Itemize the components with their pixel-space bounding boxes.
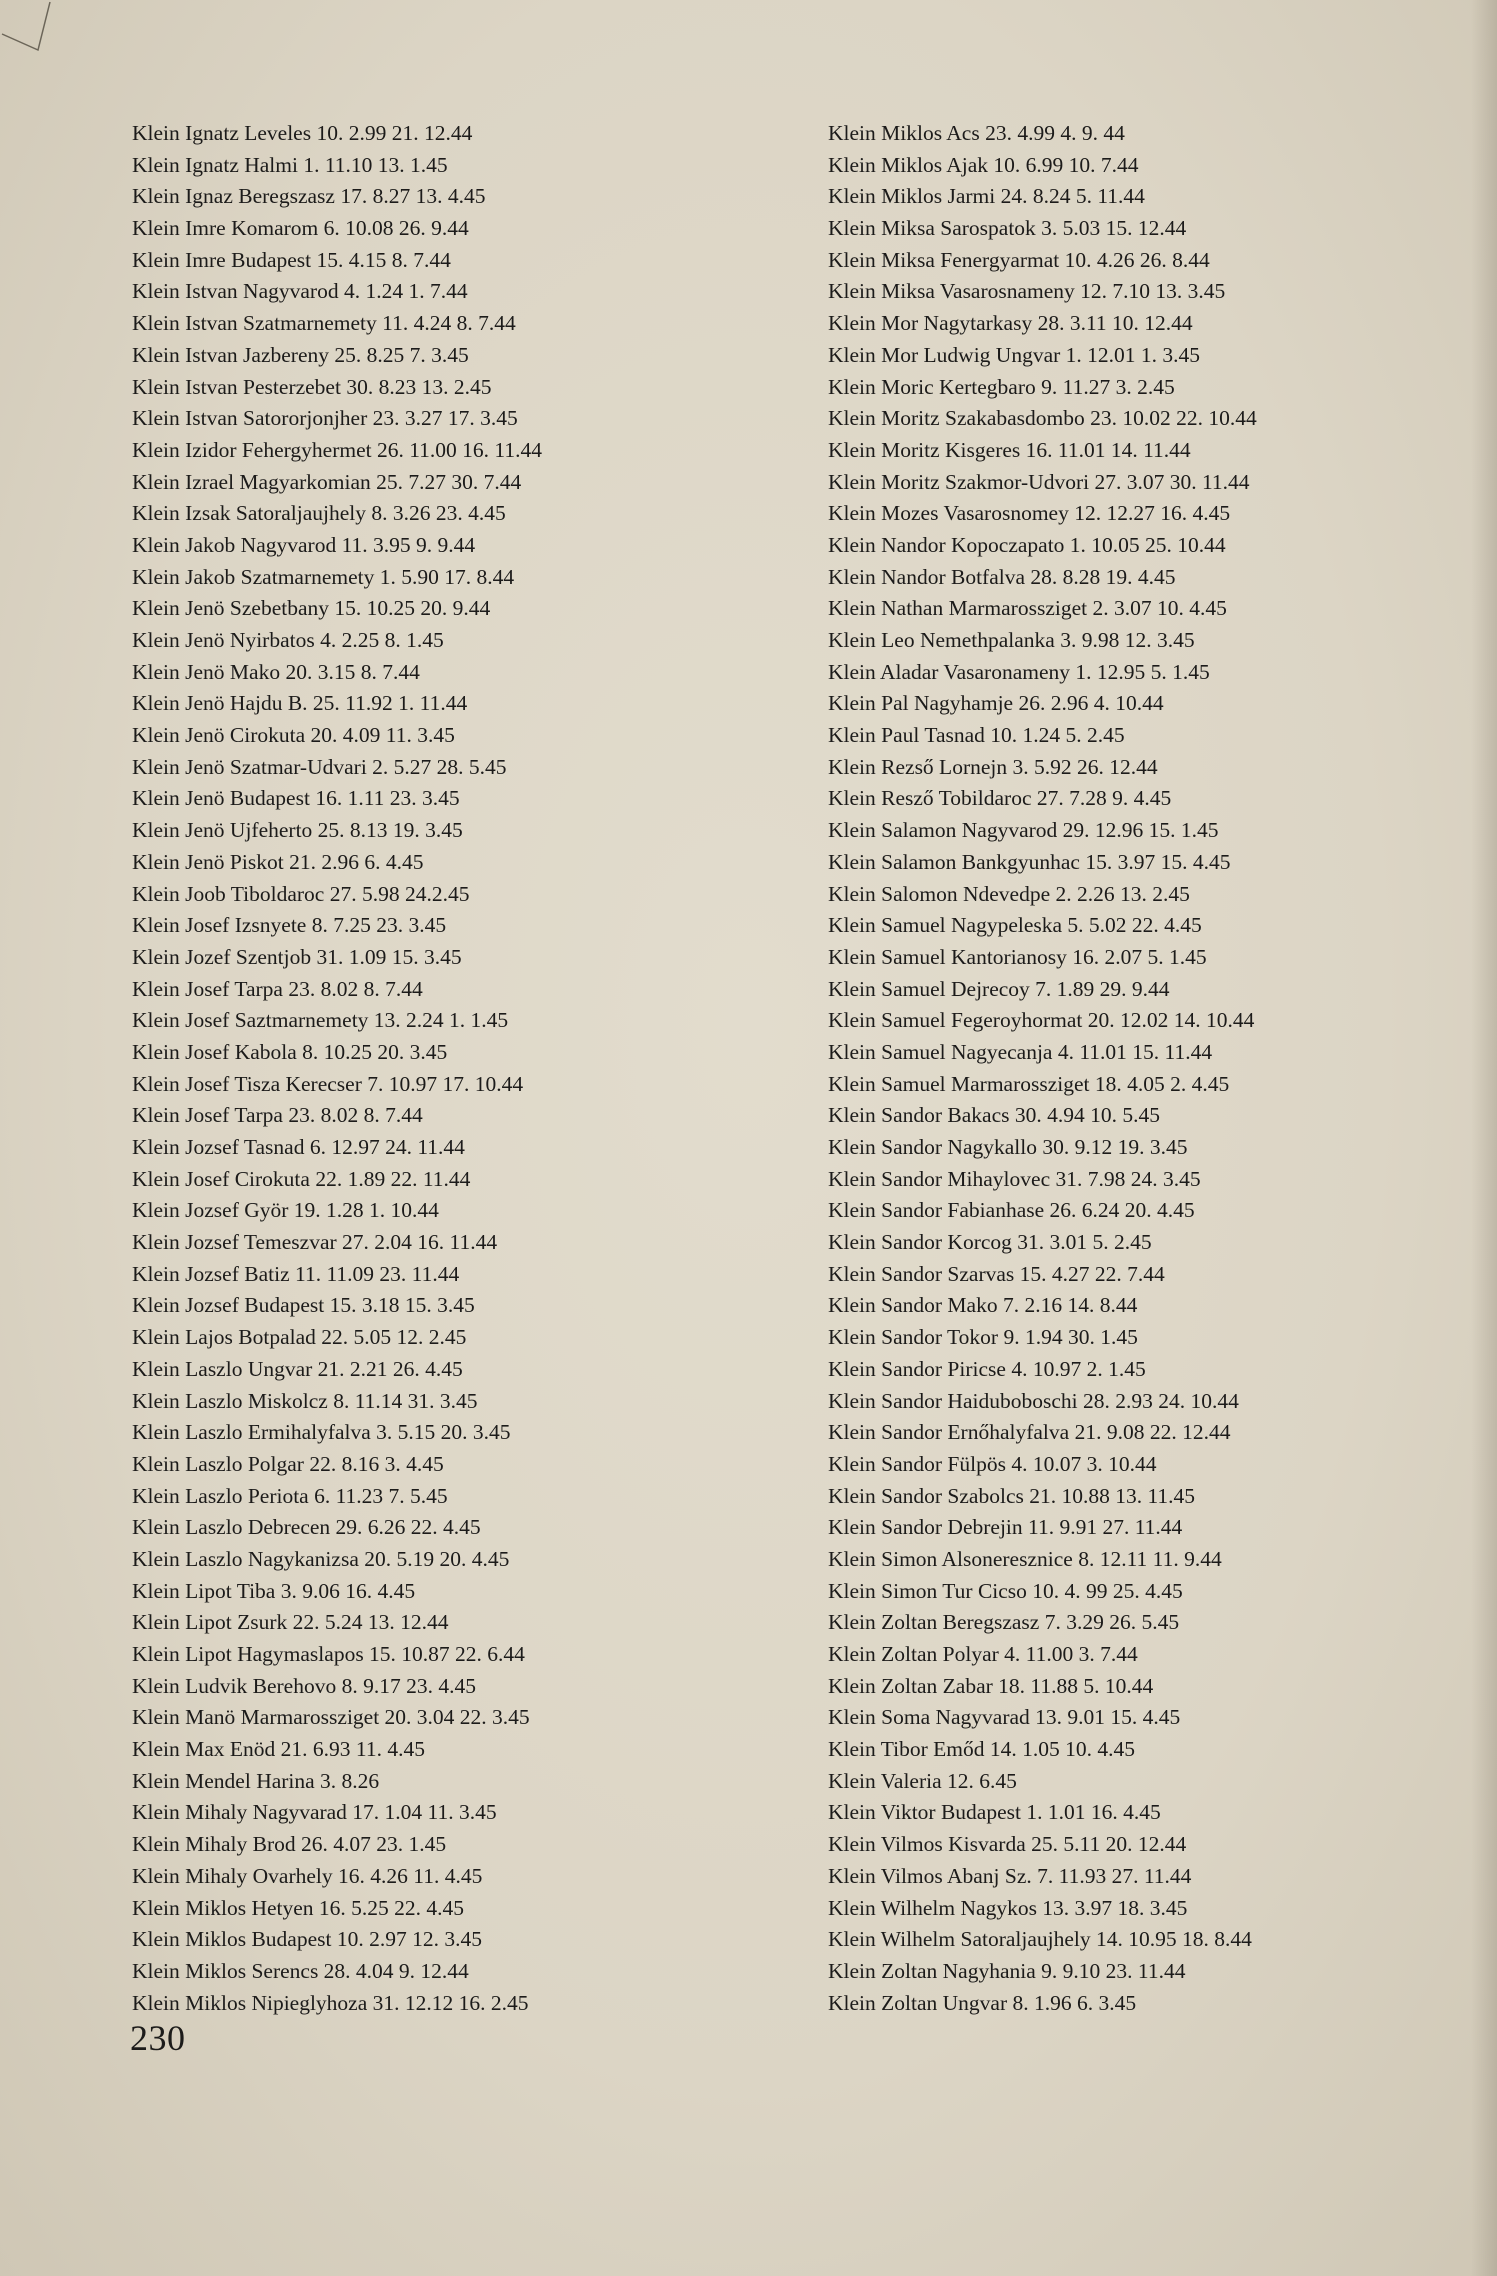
list-item: Klein Josef Tarpa 23. 8.02 8. 7.44 [132,976,423,1001]
list-item: Klein Josef Tisza Kerecser 7. 10.97 17. 10.44 [132,1071,524,1096]
list-item: Klein Ludvik Berehovo 8. 9.17 23. 4.45 [132,1673,476,1698]
list-item: Klein Istvan Jazbereny 25. 8.25 7. 3.45 [132,342,469,367]
list-item: Klein Jozsef Temeszvar 27. 2.04 16. 11.44 [132,1230,498,1255]
list-item: Klein Sandor Szarvas 15. 4.27 22. 7.44 [828,1261,1165,1286]
list-item: Klein Pal Nagyhamje 26. 2.96 4. 10.44 [828,691,1164,716]
list-item: Klein Leo Nemethpalanka 3. 9.98 12. 3.45 [828,628,1195,652]
list-item: Klein Jakob Nagyvarod 11. 3.95 9. 9.44 [132,532,476,557]
list-item: Klein Izsak Satoraljaujhely 8. 3.26 23. 4.45 [132,501,506,526]
list-item: Klein Josef Saztmarnemety 13. 2.24 1. 1.45 [132,1008,509,1033]
list-item: Klein Sandor Haiduboboschi 28. 2.93 24. 10.44 [828,1388,1239,1413]
list-item: Klein Laszlo Periota 6. 11.23 7. 5.45 [132,1483,448,1508]
list-item: Klein Mor Nagytarkasy 28. 3.11 10. 12.44 [828,311,1193,336]
list-item: Klein Nathan Marmarossziget 2. 3.07 10. 4.45 [828,596,1227,621]
list-item: Klein Paul Tasnad 10. 1.24 5. 2.45 [828,723,1125,748]
list-item: Klein Moritz Szakabasdombo 23. 10.02 22. 10.44 [828,406,1257,431]
list-item: Klein Sandor Korcog 31. 3.01 5. 2.45 [828,1230,1152,1255]
list-item: Klein Laszlo Miskolcz 8. 11.14 31. 3.45 [132,1388,478,1413]
list-item: Klein Miksa Fenergyarmat 10. 4.26 26. 8.44 [828,247,1210,272]
list-item: Klein Aladar Vasaronameny 1. 12.95 5. 1.45 [828,659,1210,684]
list-item: Klein Nandor Kopoczapato 1. 10.05 25. 10.44 [828,532,1226,557]
list-item: Klein Jenö Nyirbatos 4. 2.25 8. 1.45 [132,628,444,652]
list-item: Klein Laszlo Polgar 22. 8.16 3. 4.45 [132,1451,444,1476]
list-item: Klein Mihaly Brod 26. 4.07 23. 1.45 [132,1832,447,1857]
list-item: Klein Jenö Ujfeherto 25. 8.13 19. 3.45 [132,818,463,843]
list-item: Klein Laszlo Ungvar 21. 2.21 26. 4.45 [132,1356,463,1381]
list-item: Klein Miksa Sarospatok 3. 5.03 15. 12.44 [828,216,1187,241]
list-item: Klein Laszlo Nagykanizsa 20. 5.19 20. 4.45 [132,1546,510,1571]
list-item: Klein Miklos Jarmi 24. 8.24 5. 11.44 [828,184,1145,209]
list-item: Klein Wilhelm Nagykos 13. 3.97 18. 3.45 [828,1895,1188,1920]
list-item: Klein Samuel Dejrecoy 7. 1.89 29. 9.44 [828,976,1170,1001]
list-item: Klein Mihaly Nagyvarad 17. 1.04 11. 3.45 [132,1800,497,1825]
list-item: Klein Josef Cirokuta 22. 1.89 22. 11.44 [132,1166,471,1191]
list-item: Klein Samuel Nagypeleska 5. 5.02 22. 4.45 [828,913,1202,938]
list-item: Klein Sandor Piricse 4. 10.97 2. 1.45 [828,1356,1146,1381]
list-item: Klein Istvan Pesterzebet 30. 8.23 13. 2.45 [132,374,492,399]
left-column [132,118,692,2019]
list-item: Klein Miklos Acs 23. 4.99 4. 9. 44 [828,121,1125,145]
list-item: Klein Mihaly Ovarhely 16. 4.26 11. 4.45 [132,1863,483,1888]
list-item: Klein Sandor Fabianhase 26. 6.24 20. 4.45 [828,1198,1195,1223]
list-item: Klein Izidor Fehergyhermet 26. 11.00 16. 11.44 [132,437,543,462]
list-item: Klein Miklos Nipieglyhoza 31. 12.12 16. 2.45 [132,1990,529,2015]
list-item: Klein Salomon Ndevedpe 2. 2.26 13. 2.45 [828,881,1190,906]
page-edge-shadow [1471,0,1497,2276]
list-item: Klein Soma Nagyvarad 13. 9.01 15. 4.45 [828,1705,1181,1730]
list-item: Klein Josef Kabola 8. 10.25 20. 3.45 [132,1039,448,1064]
list-item: Klein Miklos Hetyen 16. 5.25 22. 4.45 [132,1895,465,1920]
list-item: Klein Zoltan Ungvar 8. 1.96 6. 3.45 [828,1990,1137,2015]
list-item: Klein Laszlo Debrecen 29. 6.26 22. 4.45 [132,1515,481,1540]
list-item: Klein Lipot Zsurk 22. 5.24 13. 12.44 [132,1610,449,1635]
list-item: Klein Sandor Ernőhalyfalva 21. 9.08 22. 12.44 [828,1420,1231,1445]
list-item: Klein Salamon Nagyvarod 29. 12.96 15. 1.45 [828,818,1219,843]
list-item: Klein Zoltan Nagyhania 9. 9.10 23. 11.44 [828,1958,1186,1983]
list-item: Klein Manö Marmarossziget 20. 3.04 22. 3.45 [132,1705,530,1730]
list-item: Klein Simon Tur Cicso 10. 4. 99 25. 4.45 [828,1578,1183,1603]
list-item: Klein Istvan Satororjonjher 23. 3.27 17. 3.45 [132,406,518,431]
list-item: Klein Jozsef Tasnad 6. 12.97 24. 11.44 [132,1135,465,1159]
list-item: Klein Jenö Szebetbany 15. 10.25 20. 9.44 [132,596,491,621]
list-item: Klein Zoltan Zabar 18. 11.88 5. 10.44 [828,1673,1154,1698]
list-item: Klein Moritz Szakmor-Udvori 27. 3.07 30. 11.44 [828,469,1250,494]
right-column [828,118,1448,2019]
list-item: Klein Samuel Marmarossziget 18. 4.05 2. 4.45 [828,1071,1230,1096]
list-item: Klein Lajos Botpalad 22. 5.05 12. 2.45 [132,1325,467,1350]
list-item: Klein Jenö Hajdu B. 25. 11.92 1. 11.44 [132,691,468,716]
list-item: Klein Sandor Bakacs 30. 4.94 10. 5.45 [828,1103,1161,1128]
list-item: Klein Istvan Szatmarnemety 11. 4.24 8. 7.44 [132,311,516,336]
list-item: Klein Sandor Mako 7. 2.16 14. 8.44 [828,1293,1138,1318]
list-item: Klein Izrael Magyarkomian 25. 7.27 30. 7.44 [132,469,522,494]
list-item: Klein Sandor Szabolcs 21. 10.88 13. 11.45 [828,1483,1196,1508]
list-item: Klein Miklos Budapest 10. 2.97 12. 3.45 [132,1927,482,1952]
list-item: Klein Jenö Budapest 16. 1.11 23. 3.45 [132,786,460,811]
list-item: Klein Imre Komarom 6. 10.08 26. 9.44 [132,216,469,241]
list-item: Klein Samuel Fegeroyhormat 20. 12.02 14. 10.44 [828,1008,1255,1033]
list-item: Klein Samuel Kantorianosy 16. 2.07 5. 1.45 [828,944,1207,969]
list-item: Klein Ignatz Leveles 10. 2.99 21. 12.44 [132,121,473,145]
list-item: Klein Max Enöd 21. 6.93 11. 4.45 [132,1737,426,1762]
list-item: Klein Jakob Szatmarnemety 1. 5.90 17. 8.44 [132,564,515,589]
list-item: Klein Laszlo Ermihalyfalva 3. 5.15 20. 3.45 [132,1420,511,1445]
pencil-mark-icon [0,0,70,70]
list-item: Klein Wilhelm Satoraljaujhely 14. 10.95 18. 8.44 [828,1927,1252,1952]
page-number: 230 [130,2018,186,2058]
list-item: Klein Ignatz Halmi 1. 11.10 13. 1.45 [132,152,448,177]
list-item: Klein Mozes Vasarosnomey 12. 12.27 16. 4.45 [828,501,1231,526]
list-item: Klein Sandor Mihaylovec 31. 7.98 24. 3.45 [828,1166,1201,1191]
list-item: Klein Jenö Piskot 21. 2.96 6. 4.45 [132,849,424,874]
list-item: Klein Josef Tarpa 23. 8.02 8. 7.44 [132,1103,423,1128]
list-item: Klein Sandor Tokor 9. 1.94 30. 1.45 [828,1325,1138,1350]
list-item: Klein Lipot Tiba 3. 9.06 16. 4.45 [132,1578,416,1603]
list-item: Klein Miksa Vasarosnameny 12. 7.10 13. 3.45 [828,279,1226,304]
list-item: Klein Jozsef Budapest 15. 3.18 15. 3.45 [132,1293,475,1318]
list-item: Klein Jozsef Batiz 11. 11.09 23. 11.44 [132,1261,460,1286]
list-item: Klein Ignaz Beregszasz 17. 8.27 13. 4.45 [132,184,486,209]
list-item: Klein Moritz Kisgeres 16. 11.01 14. 11.44 [828,437,1191,462]
list-item: Klein Viktor Budapest 1. 1.01 16. 4.45 [828,1800,1161,1825]
list-item: Klein Imre Budapest 15. 4.15 8. 7.44 [132,247,451,272]
list-item: Klein Jenö Cirokuta 20. 4.09 11. 3.45 [132,723,455,748]
list-item: Klein Zoltan Polyar 4. 11.00 3. 7.44 [828,1642,1138,1666]
list-item: Klein Jenö Szatmar-Udvari 2. 5.27 28. 5.45 [132,754,507,779]
list-item: Klein Sandor Debrejin 11. 9.91 27. 11.44 [828,1515,1183,1540]
list-item: Klein Vilmos Kisvarda 25. 5.11 20. 12.44 [828,1832,1187,1857]
list-item: Klein Mendel Harina 3. 8.26 [132,1768,380,1793]
list-item: Klein Sandor Nagykallo 30. 9.12 19. 3.45 [828,1135,1188,1159]
list-item: Klein Nandor Botfalva 28. 8.28 19. 4.45 [828,564,1176,589]
list-item: Klein Jozef Szentjob 31. 1.09 15. 3.45 [132,944,462,969]
list-item: Klein Vilmos Abanj Sz. 7. 11.93 27. 11.44 [828,1863,1192,1888]
list-item: Klein Salamon Bankgyunhac 15. 3.97 15. 4.45 [828,849,1231,874]
list-item: Klein Mor Ludwig Ungvar 1. 12.01 1. 3.45 [828,342,1201,367]
list-item: Klein Rezső Lornejn 3. 5.92 26. 12.44 [828,754,1158,779]
list-item: Klein Zoltan Beregszasz 7. 3.29 26. 5.45 [828,1610,1180,1635]
list-item: Klein Valeria 12. 6.45 [828,1768,1017,1793]
list-item: Klein Lipot Hagymaslapos 15. 10.87 22. 6.44 [132,1642,525,1666]
list-item: Klein Jenö Mako 20. 3.15 8. 7.44 [132,659,420,684]
list-item: Klein Miklos Ajak 10. 6.99 10. 7.44 [828,152,1139,177]
list-item: Klein Samuel Nagyecanja 4. 11.01 15. 11.44 [828,1039,1213,1064]
list-item: Klein Istvan Nagyvarod 4. 1.24 1. 7.44 [132,279,468,304]
list-item: Klein Jozsef Györ 19. 1.28 1. 10.44 [132,1198,439,1223]
list-item: Klein Joob Tiboldaroc 27. 5.98 24.2.45 [132,881,470,906]
list-item: Klein Miklos Serencs 28. 4.04 9. 12.44 [132,1958,469,1983]
list-item: Klein Josef Izsnyete 8. 7.25 23. 3.45 [132,913,447,938]
list-item: Klein Sandor Fülpös 4. 10.07 3. 10.44 [828,1451,1157,1476]
list-item: Klein Resző Tobildaroc 27. 7.28 9. 4.45 [828,786,1172,811]
list-item: Klein Tibor Emőd 14. 1.05 10. 4.45 [828,1737,1135,1762]
list-item: Klein Moric Kertegbaro 9. 11.27 3. 2.45 [828,374,1175,399]
list-item: Klein Simon Alsoneresznice 8. 12.11 11. 9.44 [828,1546,1222,1571]
